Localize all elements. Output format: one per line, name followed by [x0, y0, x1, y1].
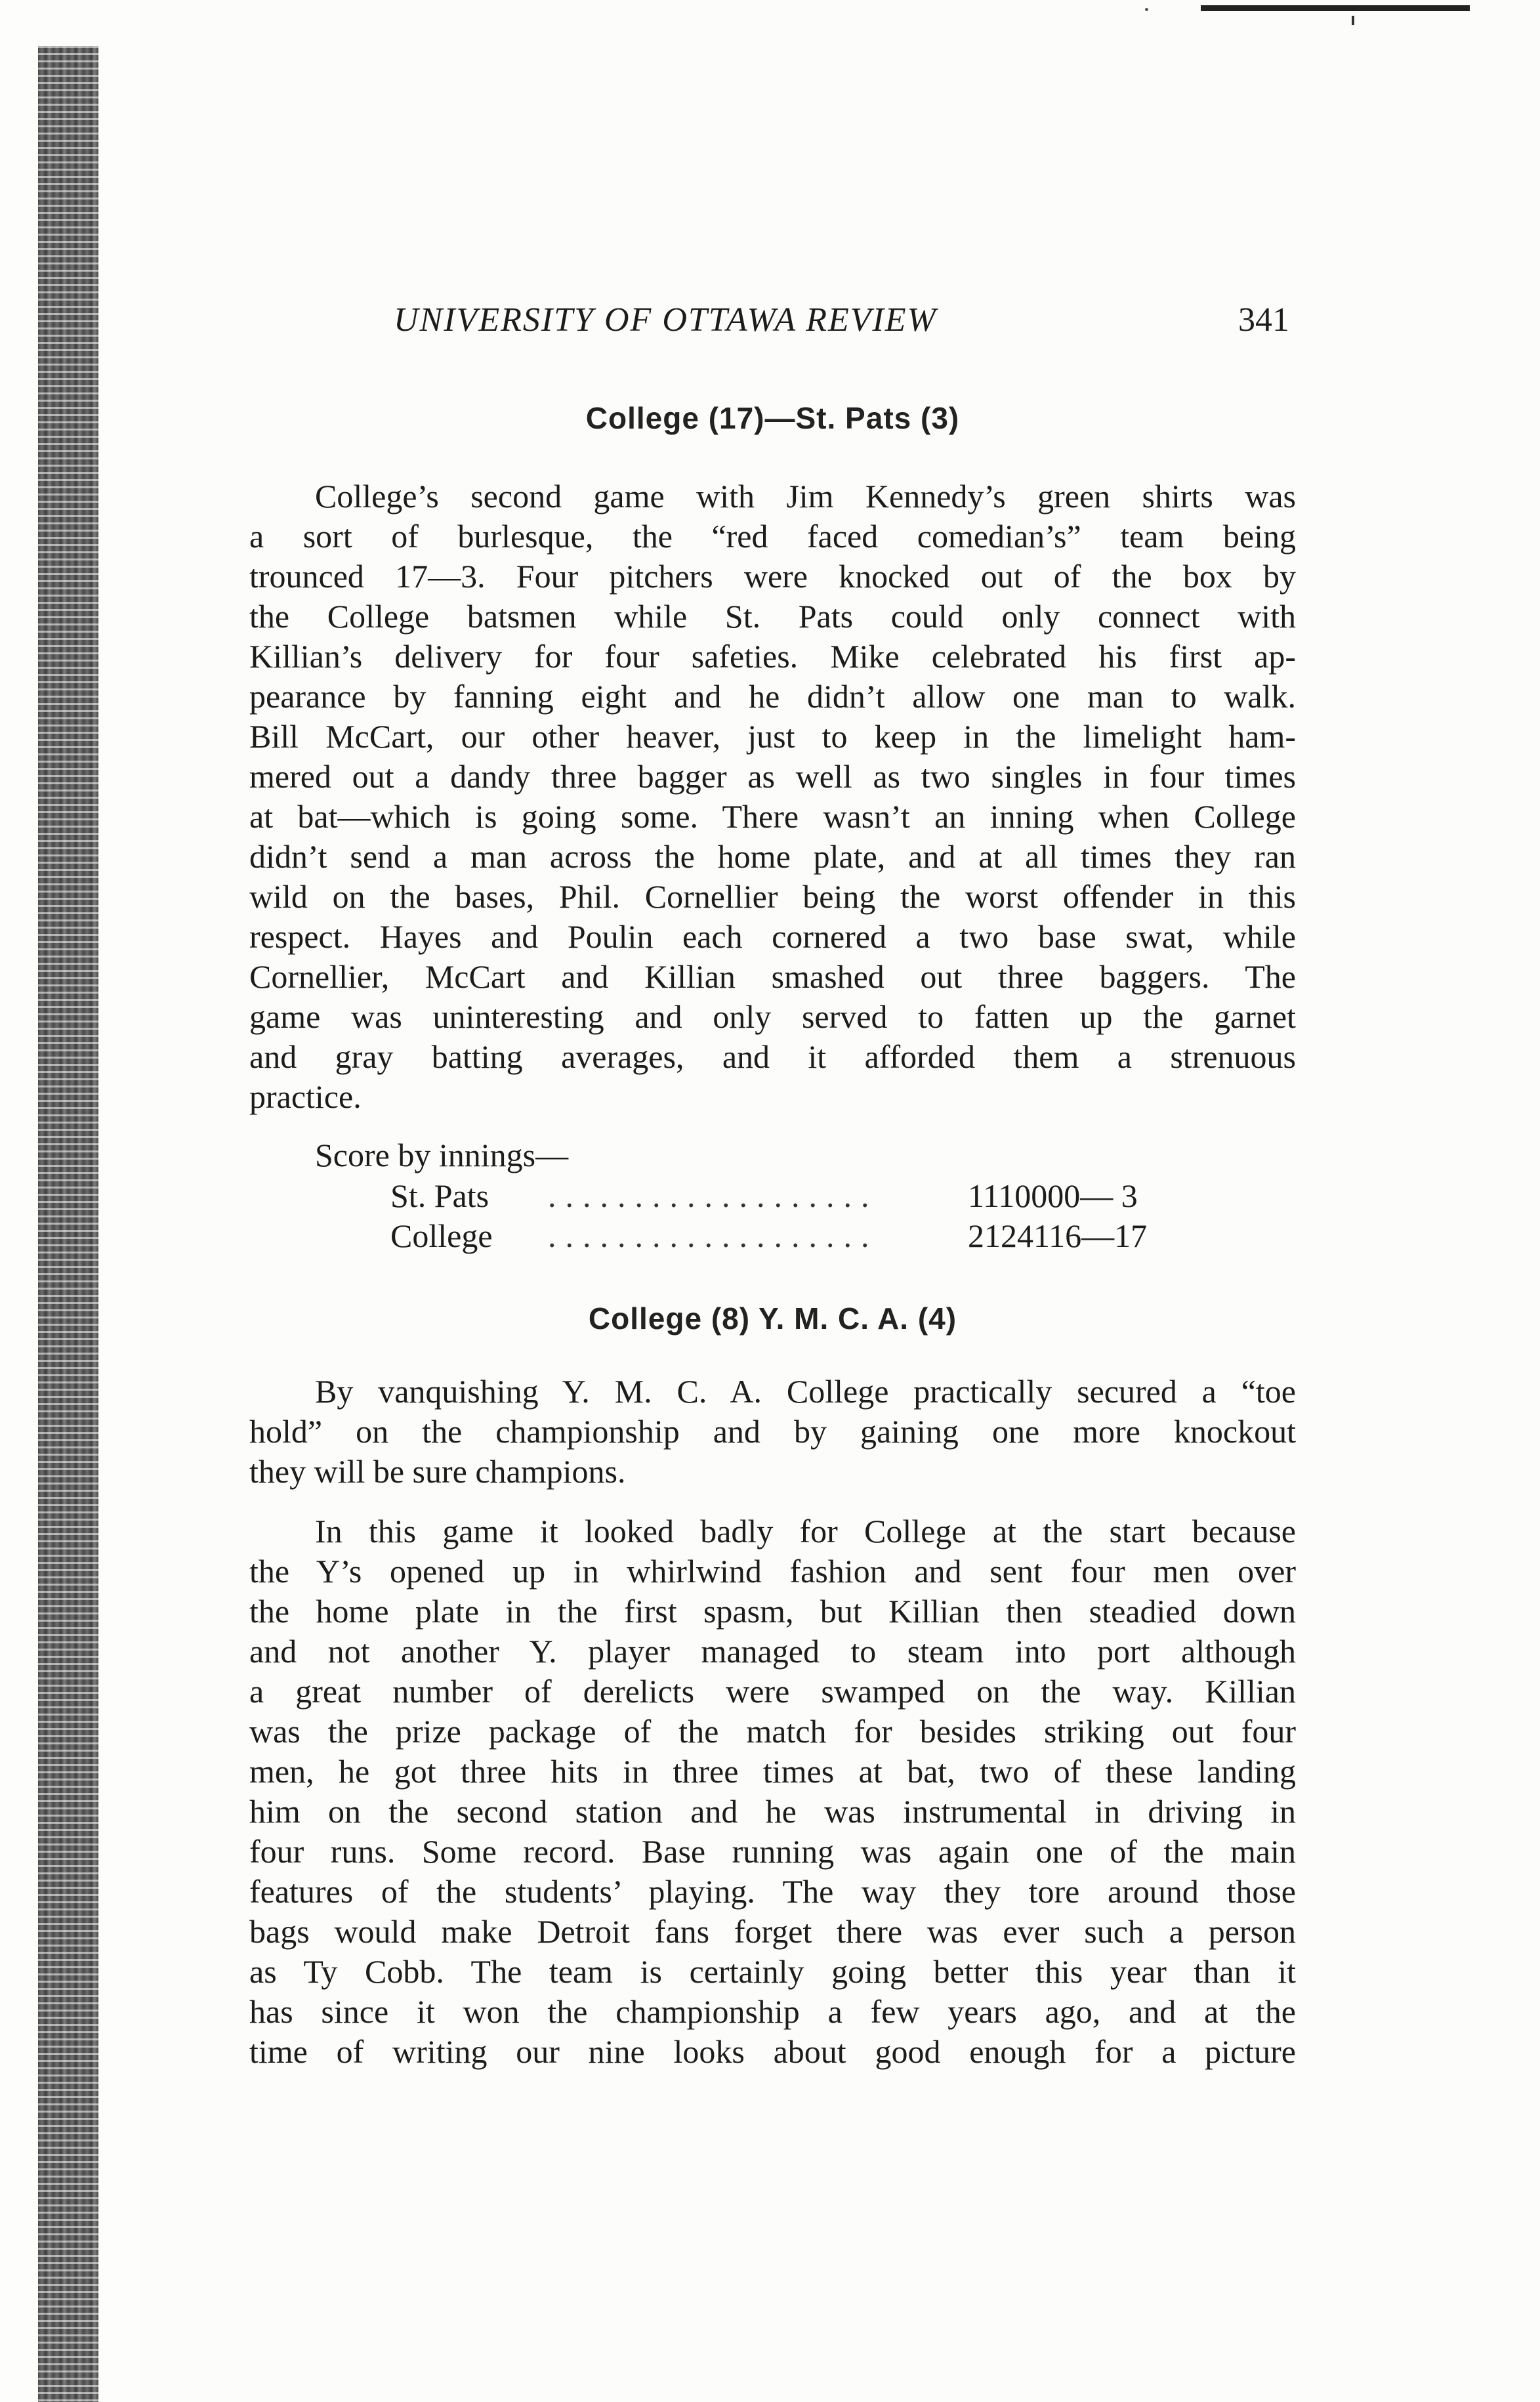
text-line: respect. Hayes and Poulin each cornered a two base swat, while: [249, 918, 1296, 955]
score-line: 2124116—17: [968, 1217, 1148, 1254]
score-by-innings-label: Score by innings—: [315, 1137, 569, 1173]
text-line: the College batsmen while St. Pats could only connect with: [249, 598, 1296, 635]
page-header: [394, 301, 1289, 353]
text-line: practice.: [249, 1078, 362, 1115]
score-team: College: [390, 1217, 493, 1254]
text-line: the home plate in the first spasm, but Killian then steadied down: [249, 1593, 1296, 1630]
text-line: they will be sure champions.: [249, 1453, 626, 1490]
game1-report-paragraph: [249, 476, 1296, 1117]
page-number: 341: [1238, 301, 1289, 339]
running-title: UNIVERSITY OF OTTAWA REVIEW: [394, 301, 937, 339]
section-heading-game1: College (17)—St. Pats (3): [585, 401, 960, 435]
text-line: and gray batting averages, and it afforded them a strenuous: [249, 1038, 1296, 1075]
top-speck: [1145, 8, 1148, 11]
text-line: College’s second game with Jim Kennedy’s green shirts was: [315, 478, 1296, 515]
score-line: 1110000— 3: [968, 1177, 1138, 1214]
section-heading-game2: College (8) Y. M. C. A. (4): [588, 1301, 957, 1336]
text-line: pearance by fanning eight and he didn’t allow one man to walk.: [249, 678, 1296, 715]
text-line: a sort of burlesque, the “red faced comedian’s” team being: [249, 518, 1296, 555]
text-line: features of the students’ playing. The way they tore around those: [249, 1873, 1296, 1910]
text-line: trounced 17—3. Four pitchers were knocked out of the box by: [249, 558, 1296, 595]
text-line: at bat—which is going some. There wasn’t an inning when College: [249, 798, 1296, 835]
top-rule: [1201, 5, 1470, 11]
game2-intro-paragraph: [249, 1372, 1296, 1492]
text-line: didn’t send a man across the home plate, and at all times they ran: [249, 838, 1296, 875]
text-line: Bill McCart, our other heaver, just to keep in the limelight ham-: [249, 718, 1296, 755]
text-line: time of writing our nine looks about good enough for a picture: [249, 2033, 1296, 2070]
text-line: has since it won the championship a few years ago, and at the: [249, 1993, 1296, 2030]
game2-report-paragraph: [249, 1511, 1296, 2072]
text-line: was the prize package of the match for besides striking out four: [249, 1713, 1296, 1750]
text-line: the Y’s opened up in whirlwind fashion and sent four men over: [249, 1553, 1296, 1590]
text-line: as Ty Cobb. The team is certainly going better this year than it: [249, 1953, 1296, 1990]
book-spine-shadow: [38, 46, 98, 2402]
text-line: game was uninteresting and only served to fatten up the garnet: [249, 998, 1296, 1035]
score-leader-dots: ...................: [548, 1177, 879, 1214]
scanned-page-margin: [0, 0, 138, 2402]
text-line: hold” on the championship and by gaining one more knockout: [249, 1413, 1296, 1450]
text-line: four runs. Some record. Base running was again one of the main: [249, 1833, 1296, 1870]
text-line: Cornellier, McCart and Killian smashed out three baggers. The: [249, 958, 1296, 995]
text-line: bags would make Detroit fans forget there was ever such a person: [249, 1913, 1296, 1950]
text-line: Killian’s delivery for four safeties. Mike celebrated his first ap-: [249, 638, 1296, 675]
text-line: mered out a dandy three bagger as well as two singles in four times: [249, 758, 1296, 795]
text-line: In this game it looked badly for College at the start because: [315, 1513, 1296, 1549]
score-leader-dots: ...................: [548, 1217, 879, 1254]
text-line: a great number of derelicts were swamped on the way. Killian: [249, 1673, 1296, 1710]
text-line: By vanquishing Y. M. C. A. College practically secured a “toe: [315, 1373, 1296, 1410]
top-rule-mark: [1352, 16, 1354, 25]
text-line: and not another Y. player managed to steam into port although: [249, 1633, 1296, 1670]
text-line: men, he got three hits in three times at bat, two of these landing: [249, 1753, 1296, 1790]
score-team: St. Pats: [390, 1177, 489, 1214]
text-line: wild on the bases, Phil. Cornellier being the worst offender in this: [249, 878, 1296, 915]
text-line: him on the second station and he was instrumental in driving in: [249, 1793, 1296, 1830]
